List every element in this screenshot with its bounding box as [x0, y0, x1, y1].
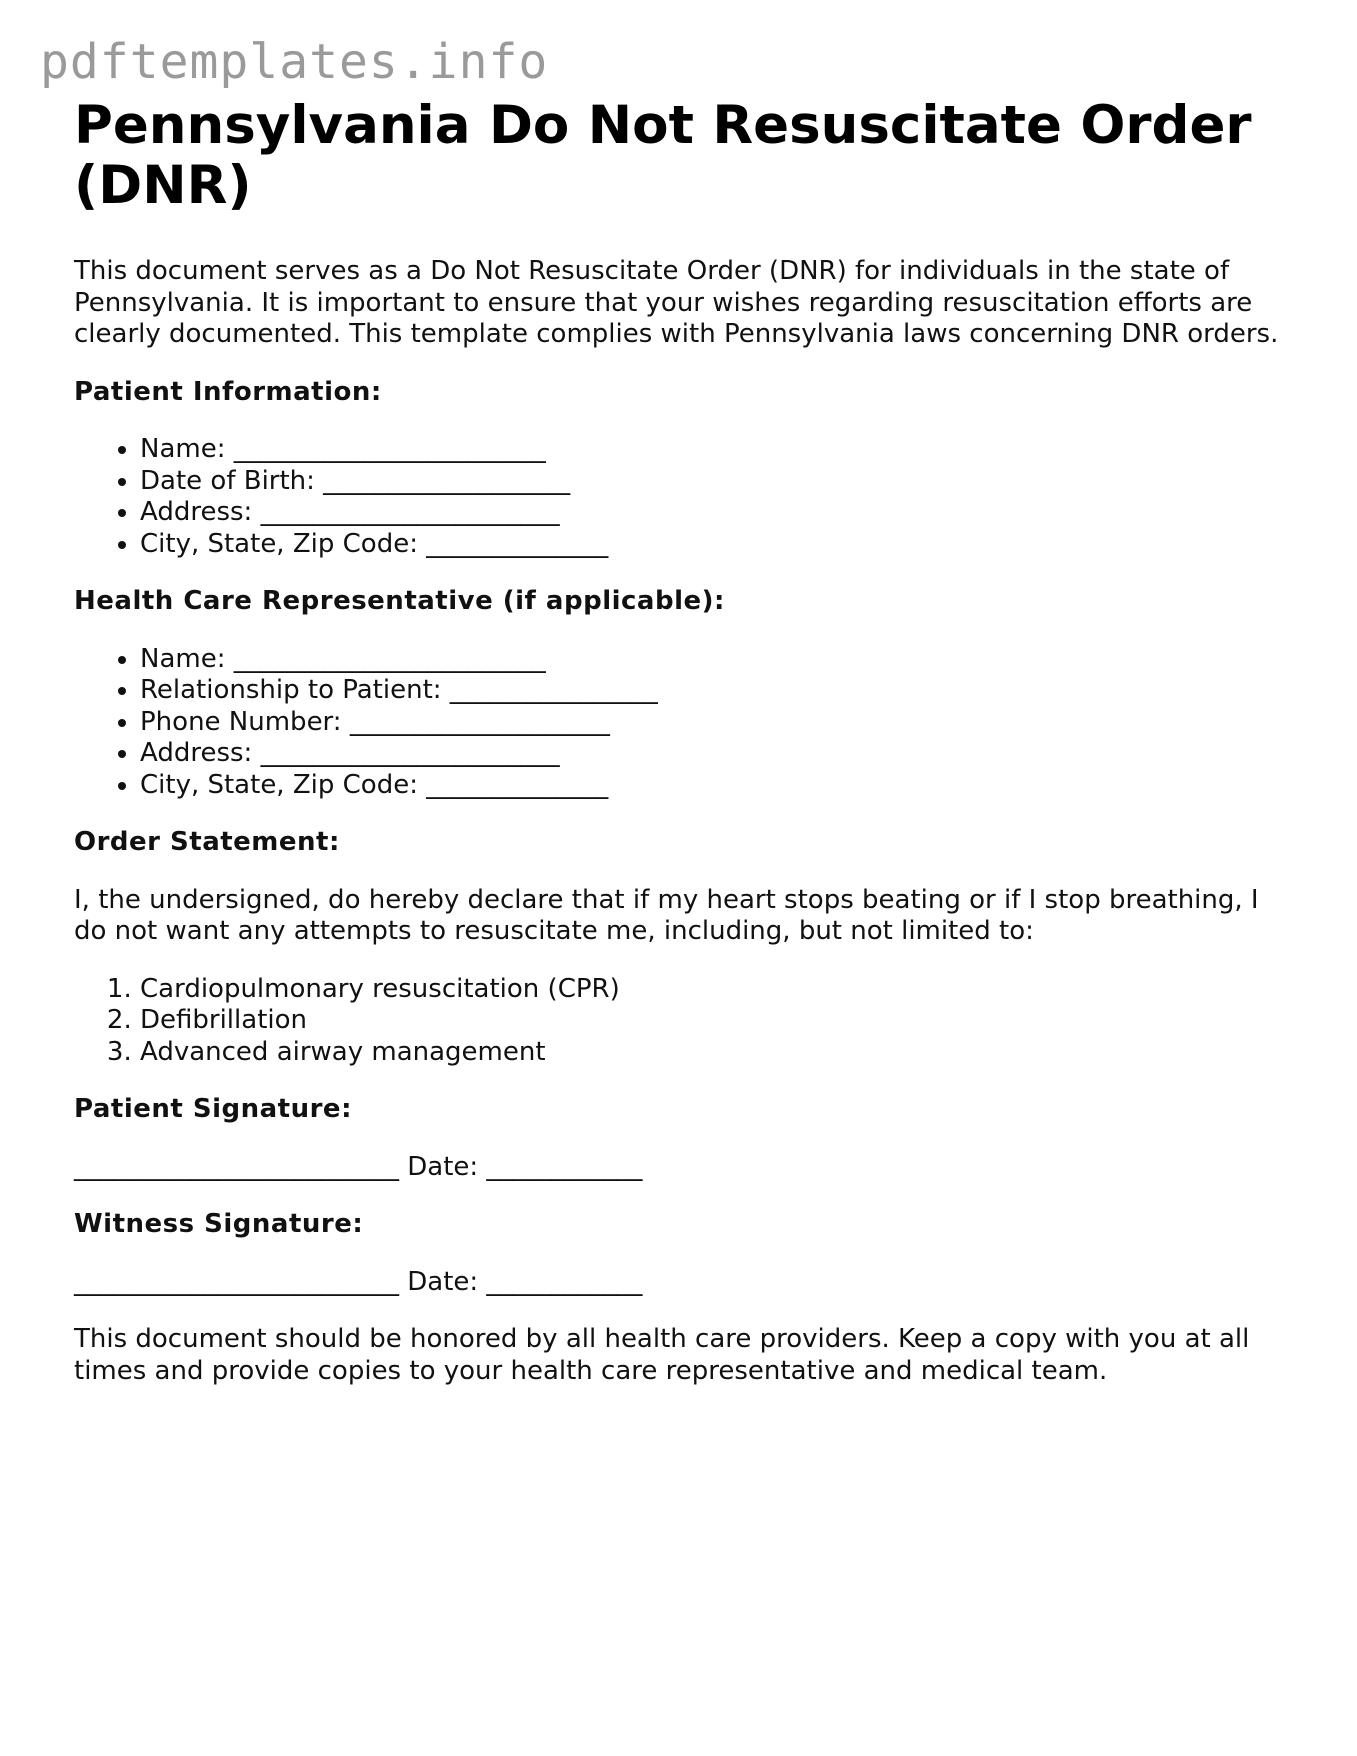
patient-city-state-zip-field: • City, State, Zip Code: ______________	[140, 529, 1294, 561]
order-item-airway: 3. Advanced airway management	[140, 1037, 1294, 1069]
patient-address-field: • Address: _______________________	[140, 497, 1294, 529]
intro-paragraph: This document serves as a Do Not Resuscitate Order (DNR) for individuals in the state of Pennsylvania. It is important to ensure that your wishes regarding resuscitation efforts are clearly documented. This template complies with Pennsylvania laws concerning DNR orders.	[74, 256, 1279, 349]
order-item-cpr: 1. Cardiopulmonary resuscitation (CPR)	[140, 974, 1294, 1006]
patient-dob-field: • Date of Birth: ___________________	[140, 466, 1294, 498]
patient-signature-line: _________________________ Date: ____________	[74, 1151, 643, 1182]
representative-city-state-zip-field: • City, State, Zip Code: ______________	[140, 770, 1294, 802]
order-statement-text: I, the undersigned, do hereby declare that if my heart stops beating or if I stop breathing, I do not want any attempts to resuscitate me, including, but not limited to:	[74, 884, 1259, 946]
representative-phone-field: • Phone Number: ____________________	[140, 707, 1294, 739]
watermark: pdftemplates.info	[40, 34, 549, 90]
order-statement-heading: Order Statement:	[74, 827, 340, 857]
representative-address-field: • Address: _______________________	[140, 738, 1294, 770]
witness-signature-line: _________________________ Date: ____________	[74, 1266, 643, 1297]
patient-name-field: • Name: ________________________	[140, 434, 1294, 466]
patient-info-list	[74, 434, 1294, 560]
order-item-defibrillation: 2. Defibrillation	[140, 1005, 1294, 1037]
representative-relationship-field: • Relationship to Patient: ________________	[140, 675, 1294, 707]
representative-list	[74, 644, 1294, 802]
document-title: Pennsylvania Do Not Resuscitate Order (DNR)	[74, 95, 1252, 216]
witness-signature-heading: Witness Signature:	[74, 1209, 364, 1239]
representative-name-field: • Name: ________________________	[140, 644, 1294, 676]
document-body	[74, 96, 1294, 1387]
representative-heading: Health Care Representative (if applicable):	[74, 586, 725, 616]
patient-signature-heading: Patient Signature:	[74, 1094, 352, 1124]
order-items-list	[74, 974, 1294, 1069]
closing-paragraph: This document should be honored by all health care providers. Keep a copy with you at all times and provide copies to your health care representative and medical team.	[74, 1324, 1250, 1386]
patient-info-heading: Patient Information:	[74, 376, 382, 407]
